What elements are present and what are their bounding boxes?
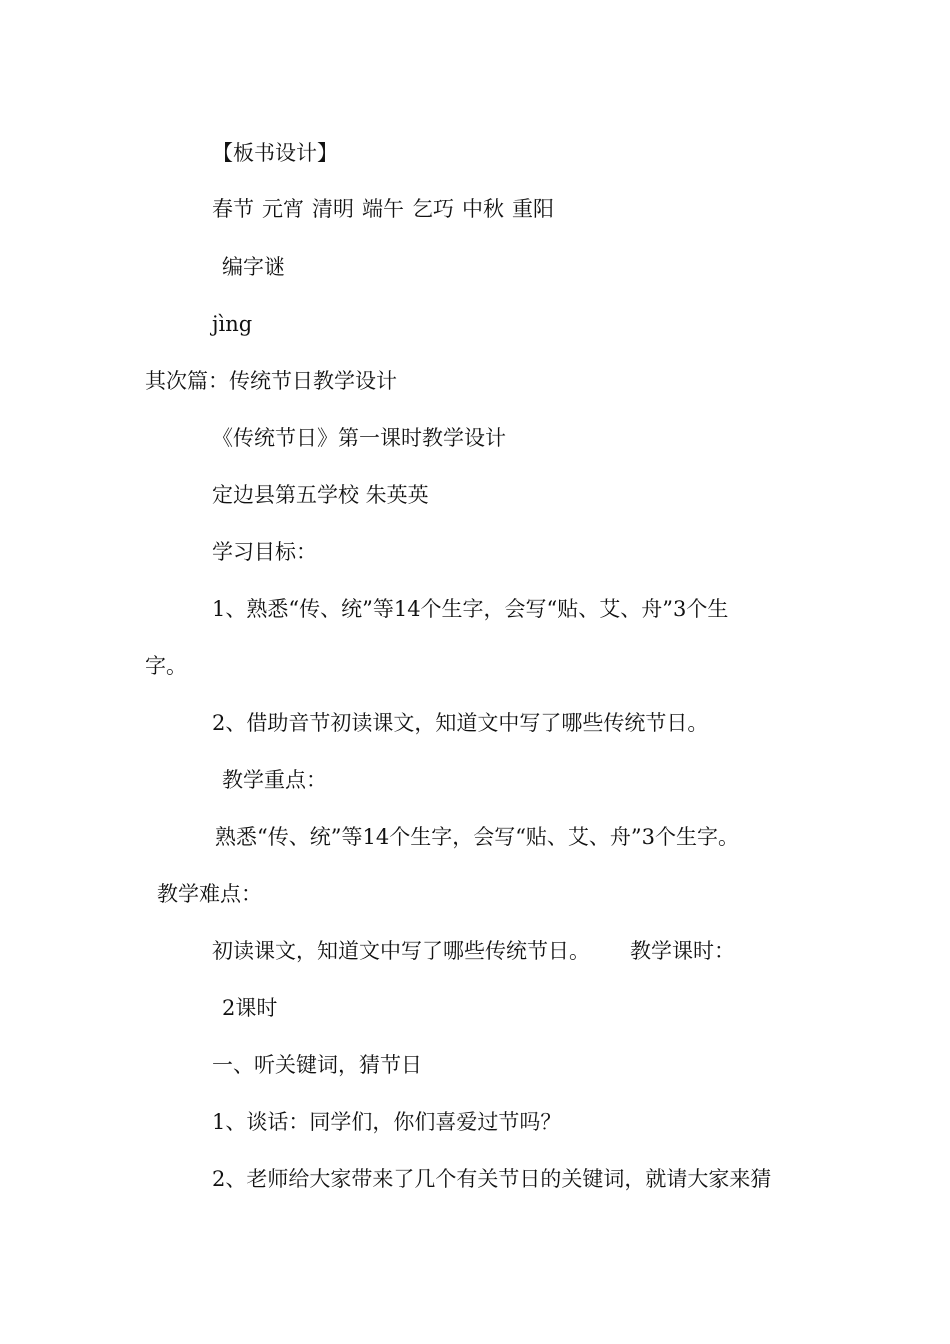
class-hours-heading: 教学课时： xyxy=(630,939,735,963)
objective-1-line-1: 1、熟悉“传、统”等14个生字，会写“贴、艾、舟”3个生 xyxy=(212,597,729,621)
step-1-item-2: 2、老师给大家带来了几个有关节日的关键词，就请大家来猜 xyxy=(212,1167,772,1191)
step-1-item-1: 1、谈话：同学们，你们喜爱过节吗？ xyxy=(212,1110,562,1134)
key-points-text: 熟悉“传、统”等14个生字，会写“贴、艾、舟”3个生字。 xyxy=(215,825,740,849)
objectives-heading: 学习目标： xyxy=(212,540,317,564)
author-line: 定边县第五学校 朱英英 xyxy=(212,483,429,507)
festival-list xyxy=(212,195,554,223)
festival-item: 中秋 xyxy=(462,197,504,221)
objective-1-line-2: 字。 xyxy=(145,654,187,678)
festival-item: 元宵 xyxy=(262,197,304,221)
difficulties-text: 初读课文，知道文中写了哪些传统节日。 xyxy=(212,939,590,963)
riddle-label: 编字谜 xyxy=(222,255,285,279)
objective-2: 2、借助音节初读课文，知道文中写了哪些传统节日。 xyxy=(212,711,709,735)
festival-item: 端午 xyxy=(362,197,404,221)
class-hours-value: 2课时 xyxy=(222,996,278,1020)
difficulties-heading: 教学难点： xyxy=(157,882,262,906)
festival-item: 清明 xyxy=(312,197,354,221)
lesson-title: 《传统节日》第一课时教学设计 xyxy=(212,426,506,450)
festival-item: 乞巧 xyxy=(412,197,454,221)
key-points-heading: 教学重点： xyxy=(222,768,327,792)
festival-item: 春节 xyxy=(212,197,254,221)
board-design-title: 【板书设计】 xyxy=(212,141,338,165)
pinyin-text: jìng xyxy=(212,312,253,336)
festival-item: 重阳 xyxy=(512,197,554,221)
difficulties-line xyxy=(212,937,735,965)
section-title: 其次篇：传统节日教学设计 xyxy=(145,369,397,393)
step-1-title: 一、听关键词，猜节日 xyxy=(212,1053,422,1077)
